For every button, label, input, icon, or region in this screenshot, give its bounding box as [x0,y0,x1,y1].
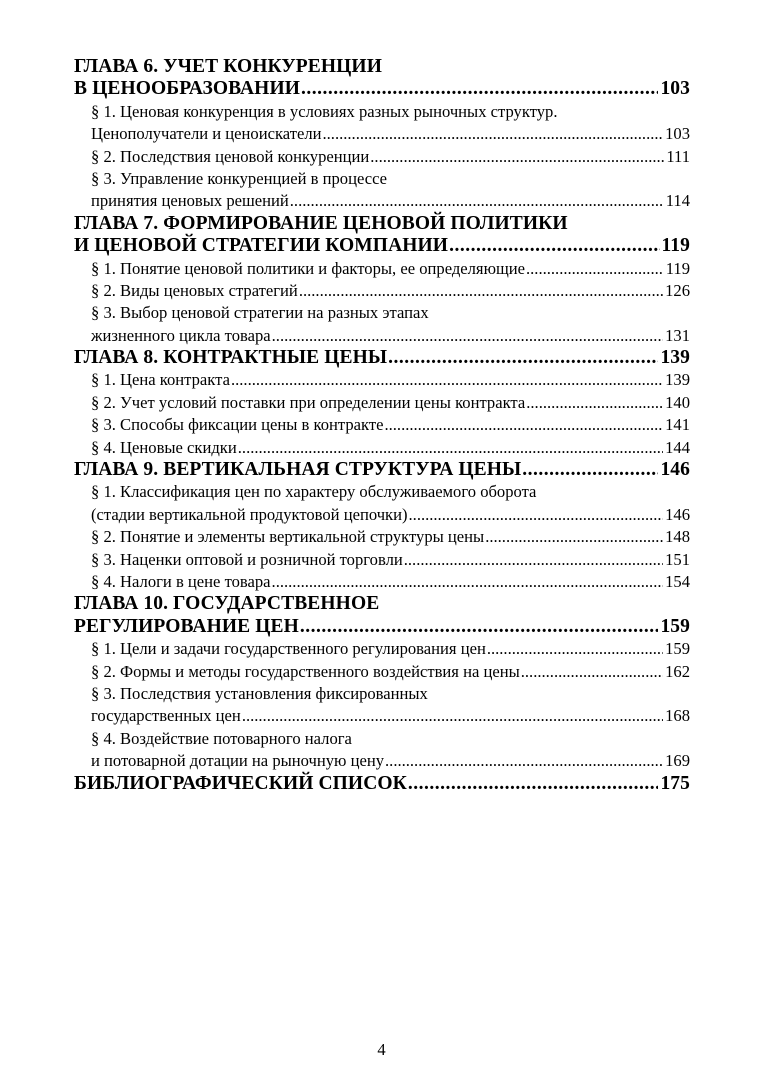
toc-section-line [74,258,690,280]
toc-entry-title: И ЦЕНОВОЙ СТРАТЕГИИ КОМПАНИИ [74,235,449,257]
toc-page-number: 169 [665,751,690,771]
dot-leader [404,549,663,571]
toc-entry-title: ГЛАВА 8. КОНТРАКТНЫЕ ЦЕНЫ [74,347,388,369]
toc-entry-title: § 2. Виды ценовых стратегий [91,280,298,300]
toc-page-number: 141 [665,415,690,435]
toc-page-number: 159 [660,615,690,637]
dot-leader [388,347,658,369]
toc-section-line [74,638,690,660]
toc-page-number: 131 [665,325,690,345]
toc-section-line [74,392,690,414]
toc-section-line [74,302,690,324]
toc-chapter-line [74,593,690,615]
toc-entry-title: § 4. Воздействие потоварного налога [91,728,352,748]
dot-leader [238,437,663,459]
toc-entry-title: (стадии вертикальной продуктовой цепочки) [91,504,408,524]
toc-chapter-line [74,213,690,235]
dot-leader [370,146,664,168]
toc-page-number: 119 [665,258,690,278]
toc-entry-title: § 1. Классификация цен по характеру обслуживаемого оборота [91,482,537,502]
toc-entry-title: § 1. Понятие ценовой политики и факторы, ее определяющие [91,258,525,278]
dot-leader [272,571,664,593]
toc-section-line [74,750,690,772]
toc-section-line [74,280,690,302]
dot-leader [323,123,664,145]
toc-page-number: 146 [660,459,690,481]
dot-leader [272,325,663,347]
toc-entry-title: § 2. Формы и методы государственного воздействия на цены [91,661,520,681]
toc-page-number: 175 [660,772,690,794]
toc-section-line [74,101,690,123]
toc-page-number: 140 [665,392,690,412]
toc-section-line [74,481,690,503]
dot-leader [301,78,658,100]
toc-page-number: 139 [665,370,690,390]
toc-entry-title: ГЛАВА 9. ВЕРТИКАЛЬНАЯ СТРУКТУРА ЦЕНЫ [74,459,522,481]
table-of-contents [74,56,690,795]
toc-entry-title: § 4. Налоги в цене товара [91,571,271,591]
toc-page-number: 154 [665,571,690,591]
toc-page-number: 111 [666,146,690,166]
toc-section-line [74,728,690,750]
toc-section-line [74,414,690,436]
dot-leader [290,190,664,212]
dot-leader [526,392,663,414]
toc-section-line [74,571,690,593]
dot-leader [242,705,663,727]
toc-section-line [74,661,690,683]
dot-leader [385,750,663,772]
toc-entry-title: § 2. Последствия ценовой конкуренции [91,146,370,166]
dot-leader [384,414,663,436]
toc-page-number: 162 [665,661,690,681]
dot-leader [231,369,663,391]
toc-entry-title: § 3. Последствия установления фиксированных [91,683,428,703]
toc-section-line [74,549,690,571]
dot-leader [408,773,659,795]
toc-entry-title: ГЛАВА 6. УЧЕТ КОНКУРЕНЦИИ [74,56,382,77]
toc-section-line [74,123,690,145]
toc-page-number: 144 [665,437,690,457]
toc-page-number: 103 [660,78,690,100]
toc-section-line [74,683,690,705]
toc-chapter-line [74,235,690,257]
toc-entry-title: § 2. Понятие и элементы вертикальной структуры цены [91,527,485,547]
toc-chapter-line [74,616,690,638]
toc-page-number: 139 [660,347,690,369]
toc-entry-title: жизненного цикла товара [91,325,271,345]
toc-section-line [74,190,690,212]
toc-section-line [74,504,690,526]
dot-leader [299,280,663,302]
toc-page-number: 159 [665,639,690,659]
toc-section-line [74,437,690,459]
toc-entry-title: ГЛАВА 10. ГОСУДАРСТВЕННОЕ [74,593,380,615]
toc-page-number: 148 [665,527,690,547]
toc-entry-title: § 3. Выбор ценовой стратегии на разных этапах [91,303,429,323]
toc-chapter-line [74,56,690,78]
toc-entry-title: ГЛАВА 7. ФОРМИРОВАНИЕ ЦЕНОВОЙ ПОЛИТИКИ [74,212,568,234]
toc-entry-title: и потоварной дотации на рыночную цену [91,751,385,771]
toc-chapter-line [74,78,690,100]
dot-leader [521,661,663,683]
dot-leader [487,638,663,660]
toc-page-number: 168 [665,706,690,726]
toc-chapter-line [74,347,690,369]
toc-entry-title: § 3. Наценки оптовой и розничной торговли [91,549,403,569]
toc-entry-title: § 2. Учет условий поставки при определении цены контракта [91,392,526,412]
toc-section-line [74,369,690,391]
toc-entry-title: § 1. Ценовая конкуренция в условиях разных рыночных структур. [91,101,558,121]
dot-leader [485,526,663,548]
toc-entry-title: государственных цен [91,706,241,726]
toc-entry-title: В ЦЕНООБРАЗОВАНИИ [74,78,300,100]
toc-entry-title: § 3. Управление конкуренцией в процессе [91,168,388,188]
dot-leader [300,616,659,638]
toc-page-number: 146 [665,504,690,524]
toc-page-number: 103 [665,124,690,144]
toc-entry-title: § 3. Способы фиксации цены в контракте [91,415,384,435]
page-number: 4 [377,1040,386,1059]
toc-entry-title: БИБЛИОГРАФИЧЕСКИЙ СПИСОК [74,772,407,794]
toc-entry-title: § 1. Цена контракта [91,370,230,390]
toc-entry-title: § 4. Ценовые скидки [91,437,237,457]
toc-section-line [74,705,690,727]
toc-chapter-line [74,459,690,481]
toc-entry-title: § 1. Цели и задачи государственного регулирования цен [91,639,486,659]
toc-entry-title: РЕГУЛИРОВАНИЕ ЦЕН [74,615,299,637]
toc-entry-title: принятия ценовых решений [91,191,289,211]
toc-page-number: 126 [665,280,690,300]
toc-section-line [74,325,690,347]
toc-section-line [74,146,690,168]
toc-chapter-line [74,773,690,795]
toc-page-number: 114 [665,191,690,211]
toc-section-line [74,526,690,548]
toc-page-number: 119 [661,235,690,257]
dot-leader [526,258,664,280]
toc-page-number: 151 [665,549,690,569]
toc-section-line [74,168,690,190]
toc-entry-title: Ценополучатели и ценоискатели [91,124,322,144]
dot-leader [409,504,664,526]
dot-leader [522,459,658,481]
dot-leader [449,235,659,257]
